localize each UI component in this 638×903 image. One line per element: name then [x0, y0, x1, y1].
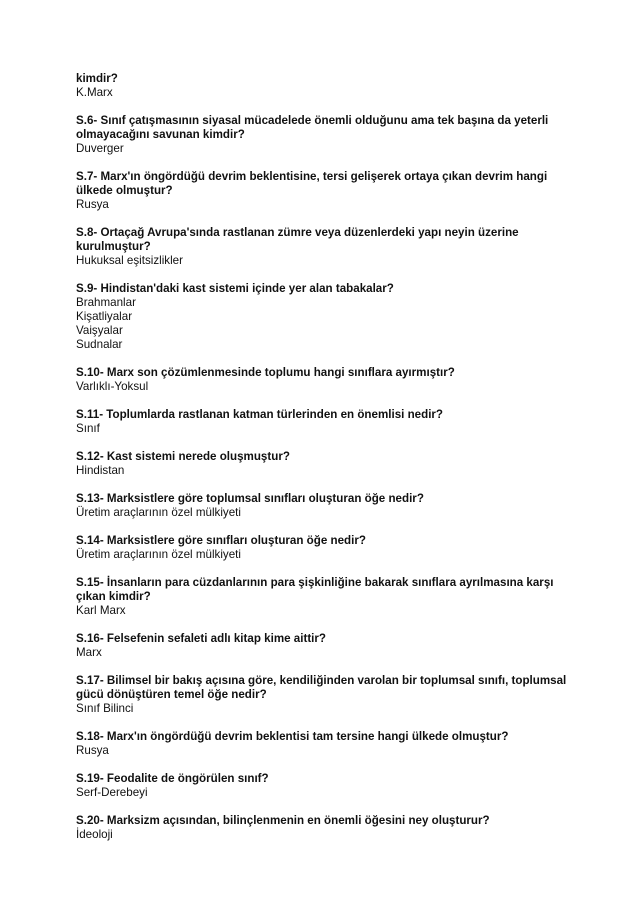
answer-text: K.Marx [76, 86, 113, 99]
question-text: S.20- Marksizm açısından, bilinçlenmenin en önemli öğesini ney oluşturur? [76, 814, 490, 827]
qa-block-continued [76, 72, 576, 100]
question-text: S.15- İnsanların para cüzdanlarının para şişkinliğine bakarak sınıflara ayrılmasına karşı çıkan kimdir? [76, 576, 554, 603]
answer-text: Varlıklı-Yoksul [76, 380, 149, 393]
question-text: S.7- Marx'ın öngördüğü devrim beklentisine, tersi gelişerek ortaya çıkan devrim hangi ülkede olmuştur? [76, 170, 548, 197]
qa-block-s12 [76, 450, 576, 478]
answer-text: İdeoloji [76, 828, 113, 841]
qa-block-s13 [76, 492, 576, 520]
question-text: S.8- Ortaçağ Avrupa'sında rastlanan zümre veya düzenlerdeki yapı neyin üzerine kurulmuştur? [76, 226, 519, 253]
question-text: S.11- Toplumlarda rastlanan katman türlerinden en önemlisi nedir? [76, 408, 444, 421]
qa-block-s20 [76, 814, 576, 842]
answer-text: Rusya [76, 198, 109, 211]
answer-text: Marx [76, 646, 102, 659]
answer-text: Vaişyalar [76, 324, 123, 337]
qa-block-s14 [76, 534, 576, 562]
answer-text: Karl Marx [76, 604, 126, 617]
answer-text: Sınıf [76, 422, 100, 435]
question-text: S.9- Hindistan'daki kast sistemi içinde yer alan tabakalar? [76, 282, 394, 295]
question-text: S.14- Marksistlere göre sınıfları oluşturan öğe nedir? [76, 534, 366, 547]
qa-block-s9 [76, 282, 576, 352]
answer-text: Brahmanlar [76, 296, 136, 309]
answer-text: Kişatliyalar [76, 310, 133, 323]
question-text: S.18- Marx'ın öngördüğü devrim beklentisi tam tersine hangi ülkede olmuştur? [76, 730, 509, 743]
question-text: S.10- Marx son çözümlenmesinde toplumu hangi sınıflara ayırmıştır? [76, 366, 455, 379]
qa-block-s11 [76, 408, 576, 436]
question-text: S.6- Sınıf çatışmasının siyasal mücadelede önemli olduğunu ama tek başına da yeterli olmayacağını savunan kimdir? [76, 114, 549, 141]
question-text: S.16- Felsefenin sefaleti adlı kitap kime aittir? [76, 632, 326, 645]
answer-text: Hindistan [76, 464, 125, 477]
qa-block-s19 [76, 772, 576, 800]
qa-block-s10 [76, 366, 576, 394]
qa-block-s7 [76, 170, 576, 212]
qa-block-s6 [76, 114, 576, 156]
answer-text: Hukuksal eşitsizlikler [76, 254, 183, 267]
question-text: S.17- Bilimsel bir bakış açısına göre, kendiliğinden varolan bir toplumsal sınıfı, toplumsal gücü dönüştüren temel öğe nedir? [76, 674, 567, 701]
qa-block-s18 [76, 730, 576, 758]
question-text: S.13- Marksistlere göre toplumsal sınıfları oluşturan öğe nedir? [76, 492, 424, 505]
answer-text: Duverger [76, 142, 124, 155]
answer-text: Sudnalar [76, 338, 123, 351]
qa-block-s8 [76, 226, 576, 268]
qa-block-s15 [76, 576, 576, 618]
answer-text: Rusya [76, 744, 109, 757]
question-text: kimdir? [76, 72, 118, 85]
answer-text: Üretim araçlarının özel mülkiyeti [76, 548, 241, 561]
answer-text: Serf-Derebeyi [76, 786, 148, 799]
qa-block-s16 [76, 632, 576, 660]
answer-text: Üretim araçlarının özel mülkiyeti [76, 506, 241, 519]
answer-text: Sınıf Bilinci [76, 702, 134, 715]
question-text: S.12- Kast sistemi nerede oluşmuştur? [76, 450, 290, 463]
document-page [76, 72, 576, 856]
qa-block-s17 [76, 674, 576, 716]
question-text: S.19- Feodalite de öngörülen sınıf? [76, 772, 269, 785]
